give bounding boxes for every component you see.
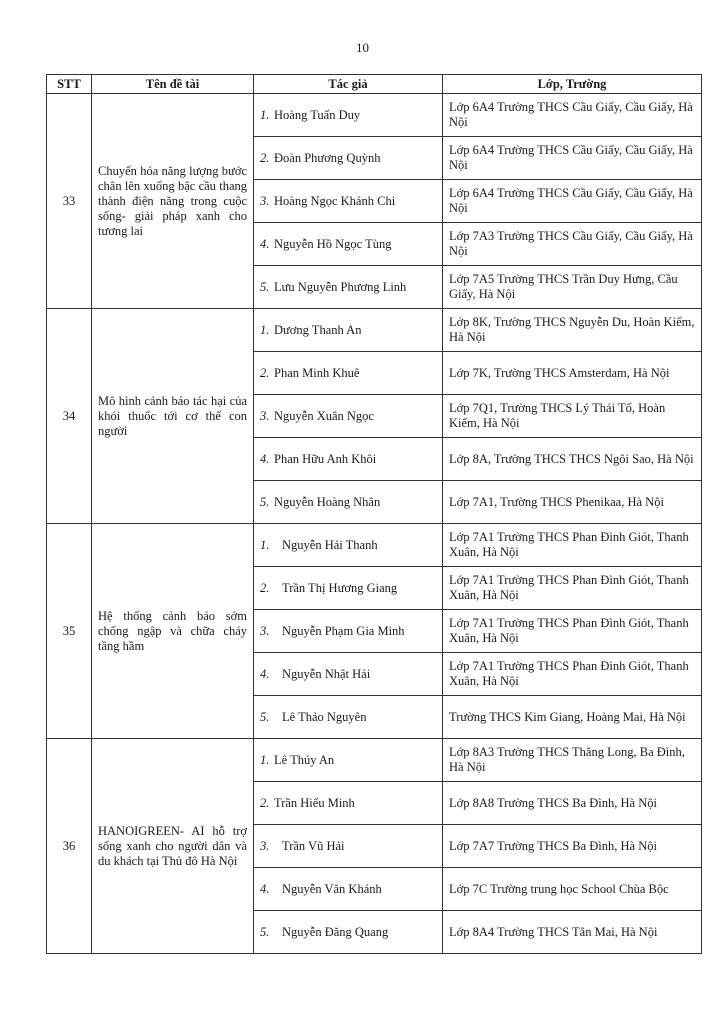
author-school: Lớp 7A5 Trường THCS Trần Duy Hưng, Cầu Giấy, Hà Nội [443, 266, 702, 309]
author-number: 2. [260, 580, 270, 595]
author-cell [254, 223, 443, 266]
author-cell [254, 438, 443, 481]
author-cell [254, 94, 443, 137]
author-school: Lớp 8A3 Trường THCS Thăng Long, Ba Đình, Hà Nội [443, 739, 702, 782]
author-name: Nguyễn Phạm Gia Minh [282, 623, 405, 638]
table-header-row [47, 75, 702, 94]
project-topic: Mô hình cảnh báo tác hại của khói thuốc tới cơ thể con người [92, 309, 254, 524]
author-school: Lớp 8A, Trường THCS THCS Ngôi Sao, Hà Nội [443, 438, 702, 481]
author-name: Phan Minh Khuê [274, 365, 360, 380]
author-cell [254, 266, 443, 309]
author-name: Hoàng Ngọc Khánh Chi [274, 193, 396, 208]
author-number: 4. [260, 666, 270, 681]
author-name: Nguyễn Văn Khánh [282, 881, 382, 896]
author-name: Đoàn Phương Quỳnh [274, 150, 381, 165]
author-number: 1. [260, 752, 270, 767]
author-cell [254, 739, 443, 782]
author-number: 5. [260, 279, 270, 294]
author-cell [254, 868, 443, 911]
author-number: 4. [260, 451, 270, 466]
header-school: Lớp, Trường [443, 75, 702, 94]
author-school: Lớp 7A1 Trường THCS Phan Đình Giót, Thanh Xuân, Hà Nội [443, 653, 702, 696]
author-number: 3. [260, 193, 270, 208]
header-stt: STT [47, 75, 92, 94]
author-name: Hoàng Tuấn Duy [274, 107, 361, 122]
author-name: Nguyễn Xuân Ngọc [274, 408, 374, 423]
table-row [47, 739, 702, 782]
author-school: Lớp 8A4 Trường THCS Tân Mai, Hà Nội [443, 911, 702, 954]
author-school: Lớp 7A1, Trường THCS Phenikaa, Hà Nội [443, 481, 702, 524]
author-number: 3. [260, 408, 270, 423]
page-number: 10 [356, 40, 369, 55]
author-school: Lớp 7A1 Trường THCS Phan Đình Giót, Thanh Xuân, Hà Nội [443, 610, 702, 653]
author-number: 3. [260, 623, 270, 638]
author-name: Nguyễn Hồ Ngọc Tùng [274, 236, 392, 251]
author-name: Lê Thúy An [274, 752, 335, 767]
author-number: 2. [260, 150, 270, 165]
author-school: Lớp 7A7 Trường THCS Ba Đình, Hà Nội [443, 825, 702, 868]
author-name: Nguyễn Hải Thanh [282, 537, 378, 552]
author-cell [254, 911, 443, 954]
author-school: Lớp 7K, Trường THCS Amsterdam, Hà Nội [443, 352, 702, 395]
author-cell [254, 696, 443, 739]
author-school: Lớp 6A4 Trường THCS Cầu Giấy, Cầu Giấy, Hà Nội [443, 137, 702, 180]
author-name: Lê Thảo Nguyên [282, 709, 367, 724]
author-name: Trần Thị Hương Giang [282, 580, 398, 595]
author-cell [254, 825, 443, 868]
author-cell [254, 395, 443, 438]
header-author: Tác giả [254, 75, 443, 94]
author-name: Trần Vũ Hải [282, 838, 345, 853]
author-cell [254, 481, 443, 524]
author-cell [254, 610, 443, 653]
author-name: Lưu Nguyễn Phương Linh [274, 279, 407, 294]
author-school: Lớp 8A8 Trường THCS Ba Đình, Hà Nội [443, 782, 702, 825]
project-stt: 35 [47, 524, 92, 739]
author-number: 5. [260, 709, 270, 724]
author-school: Lớp 7A1 Trường THCS Phan Đình Giót, Thanh Xuân, Hà Nội [443, 567, 702, 610]
author-cell [254, 180, 443, 223]
author-cell [254, 309, 443, 352]
table-row [47, 309, 702, 352]
author-school: Lớp 7A1 Trường THCS Phan Đình Giót, Thanh Xuân, Hà Nội [443, 524, 702, 567]
project-topic: HANOIGREEN- AI hỗ trợ sống xanh cho người dân và du khách tại Thủ đô Hà Nội [92, 739, 254, 954]
author-cell [254, 137, 443, 180]
author-school: Lớp 7Q1, Trường THCS Lý Thái Tổ, Hoàn Kiếm, Hà Nội [443, 395, 702, 438]
author-school: Lớp 7C Trường trung học School Chùa Bộc [443, 868, 702, 911]
author-number: 3. [260, 838, 270, 853]
projects-table [46, 74, 702, 954]
author-name: Phan Hữu Anh Khôi [274, 451, 377, 466]
header-topic: Tên đề tài [92, 75, 254, 94]
author-cell [254, 782, 443, 825]
author-school: Lớp 8K, Trường THCS Nguyễn Du, Hoàn Kiếm, Hà Nội [443, 309, 702, 352]
author-number: 5. [260, 924, 270, 939]
author-school: Lớp 6A4 Trường THCS Cầu Giấy, Cầu Giấy, Hà Nội [443, 180, 702, 223]
author-name: Nguyễn Nhật Hải [282, 666, 371, 681]
author-number: 1. [260, 322, 270, 337]
author-number: 2. [260, 365, 270, 380]
author-name: Dương Thanh An [274, 322, 362, 337]
project-stt: 33 [47, 94, 92, 309]
project-stt: 34 [47, 309, 92, 524]
author-school: Lớp 6A4 Trường THCS Cầu Giấy, Cầu Giấy, Hà Nội [443, 94, 702, 137]
author-number: 4. [260, 881, 270, 896]
author-number: 2. [260, 795, 270, 810]
author-school: Lớp 7A3 Trường THCS Cầu Giấy, Cầu Giấy, Hà Nội [443, 223, 702, 266]
project-topic: Hệ thống cảnh báo sớm chống ngập và chữa cháy tầng hầm [92, 524, 254, 739]
author-number: 5. [260, 494, 270, 509]
author-cell [254, 524, 443, 567]
author-school: Trường THCS Kim Giang, Hoàng Mai, Hà Nội [443, 696, 702, 739]
author-number: 1. [260, 107, 270, 122]
author-number: 1. [260, 537, 270, 552]
author-number: 4. [260, 236, 270, 251]
author-cell [254, 352, 443, 395]
author-name: Nguyễn Đăng Quang [282, 924, 389, 939]
author-cell [254, 653, 443, 696]
author-name: Nguyễn Hoàng Nhân [274, 494, 381, 509]
table-row [47, 94, 702, 137]
project-topic: Chuyển hóa năng lượng bước chân lên xuống bậc cầu thang thành điện năng trong cuộc sống- giải pháp xanh cho tương lai [92, 94, 254, 309]
table-row [47, 524, 702, 567]
author-name: Trần Hiếu Minh [274, 795, 355, 810]
project-stt: 36 [47, 739, 92, 954]
author-cell [254, 567, 443, 610]
